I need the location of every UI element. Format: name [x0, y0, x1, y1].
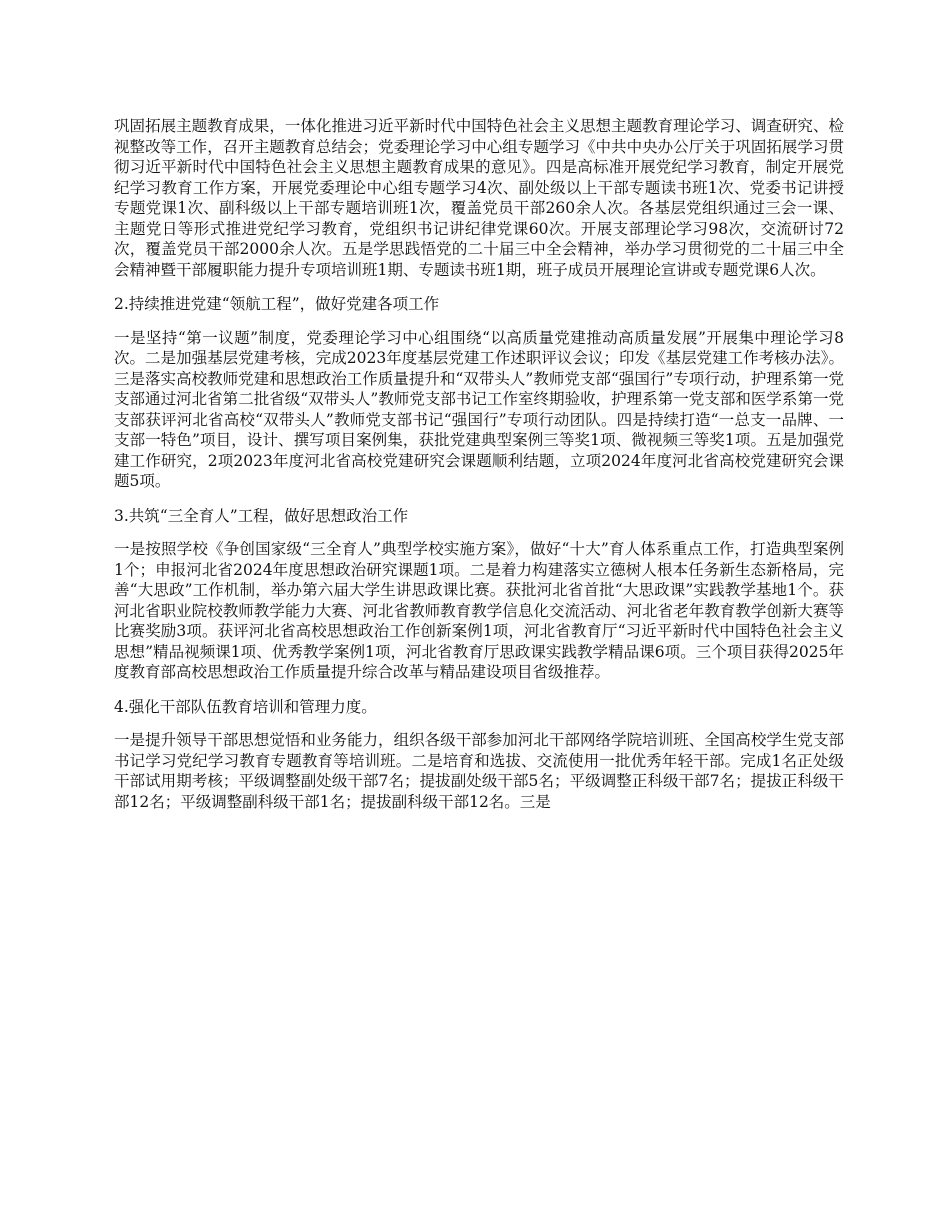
paragraph-spacer	[114, 280, 844, 294]
body-paragraph-1: 巩固拓展主题教育成果，一体化推进习近平新时代中国特色社会主义思想主题教育理论学习、调查研究、检视整改等工作，召开主题教育总结会；党委理论学习中心组专题学习《中共中央办公厅关于巩固拓展学习贯彻习近平新时代中国特色社会主义思想主题教育成果的意见》。四是高标准开展党纪学习教育，制定开展党纪学习教育工作方案，开展党委理论中心组专题学习4次、副处级以上干部专题读书班1次、党委书记讲授专题党课1次、副科级以上干部专题培训班1次，覆盖党员干部260余人次。各基层党组织通过三会一课、主题党日等形式推进党纪学习教育，党组织书记讲纪律党课60次。开展支部理论学习98次，交流研讨72次，覆盖党员干部2000余人次。五是学思践悟党的二十届三中全会精神，举办学习贯彻党的二十届三中全会精神暨干部履职能力提升专项培训班1期、专题读书班1期，班子成员开展理论宣讲或专题党课6人次。	[114, 117, 844, 279]
section-heading-2: 2.持续推进党建“领航工程”，做好党建各项工作	[114, 295, 440, 313]
body-paragraph-3: 一是按照学校《争创国家级“三全育人”典型学校实施方案》，做好“十大”育人体系重点工作，打造典型案例1个；申报河北省2024年度思想政治研究课题1项。二是着力构建落实立德树人根本任务新生态新格局，完善“大思政”工作机制，举办第六届大学生讲思政课比赛。获批河北省首批“大思政课”实践教学基地1个。获河北省职业院校教师教学能力大赛、河北省教师教育教学信息化交流活动、河北省老年教育教学创新大赛等比赛奖励3项。获评河北省高校思想政治工作创新案例1项，河北省教育厅“习近平新时代中国特色社会主义思想”精品视频课1项、优秀教学案例1项，河北省教育厅思政课实践教学精品课6项。三个项目获得2025年度教育部高校思想政治工作质量提升综合改革与精品建设项目省级推荐。	[114, 540, 844, 681]
section-heading-3: 3.共筑“三全育人”工程，做好思想政治工作	[114, 506, 409, 525]
document-page	[114, 116, 844, 812]
paragraph-spacer	[114, 526, 844, 539]
paragraph-spacer	[114, 492, 844, 506]
paragraph-spacer	[114, 315, 844, 328]
section-heading-4: 4.强化干部队伍教育培训和管理力度。	[114, 697, 377, 716]
body-paragraph-2: 一是坚持“第一议题”制度，党委理论学习中心组围绕“以高质量党建推动高质量发展”开展集中理论学习8次。二是加强基层党建考核，完成2023年度基层党建工作述职评议会议；印发《基层党建工作考核办法》。三是落实高校教师党建和思想政治工作质量提升和“双带头人”教师党支部“强国行”专项行动，护理系第一党支部通过河北省第二批省级“双带头人”教师党支部书记工作室终期验收，护理系第一党支部和医学系第一党支部获评河北省高校“双带头人”教师党支部书记“强国行”专项行动团队。四是持续打造“一总支一品牌、一支部一特色”项目，设计、撰写项目案例集，获批党建典型案例三等奖1项、微视频三等奖1项。五是加强党建工作研究，2项2023年度河北省高校党建研究会课题顺利结题，立项2024年度河北省高校党建研究会课题5项。	[114, 328, 844, 490]
body-paragraph-4: 一是提升领导干部思想觉悟和业务能力，组织各级干部参加河北干部网络学院培训班、全国高校学生党支部书记学习党纪学习教育专题教育等培训班。二是培育和选拔、交流使用一批优秀年轻干部。完成1名正处级干部试用期考核；平级调整副处级干部7名；提拔副处级干部5名；平级调整正科级干部7名；提拔正科级干部12名；平级调整副科级干部1名；提拔副科级干部12名。三是	[114, 731, 844, 811]
paragraph-spacer	[114, 717, 844, 730]
paragraph-spacer	[114, 683, 844, 697]
